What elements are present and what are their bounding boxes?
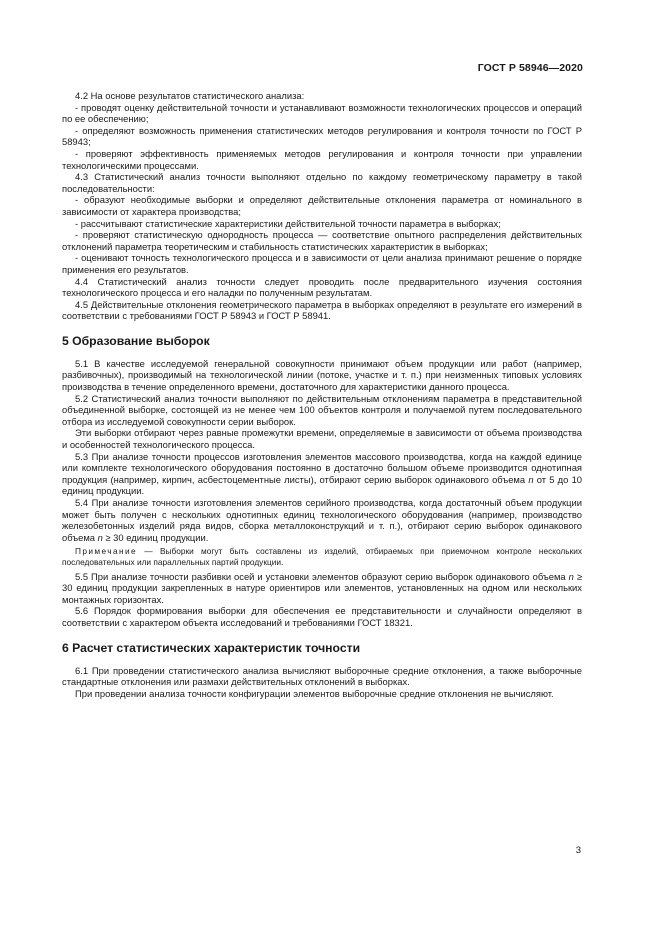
paragraph-4-3: 4.3 Статистический анализ точности выполняют отдельно по каждому геометрическому параметру в такой последовательности: [62, 171, 582, 194]
list-item: - оценивают точность технологического процесса и в зависимости от цели анализа принимают решение о порядке применения его результатов. [62, 252, 582, 275]
paragraph-5-2: 5.2 Статистический анализ точности выполняют по действительным отклонениям параметра в представительной объединенной выборке, состоящей из не менее чем 100 объектов контроля и получаемой путем последовательного отбора из исследуемой совокупности серии выборок. [62, 392, 582, 427]
paragraph-5-3 [62, 451, 582, 497]
paragraph-4-4: 4.4 Статистический анализ точности следует проводить после предварительного изучения состояния технологического процесса и его наладки по полученным результатам. [62, 275, 582, 299]
note-text: — Выборки могут быть составлены из изделий, отбираемых при приемочном контроле нескольких последовательных или параллельных партий продукции. [62, 546, 582, 567]
paragraph-text: 5.5 При анализе точности разбивки осей и установки элементов образуют серию выборок одинакового объема [75, 570, 569, 582]
variable-n: n [528, 473, 534, 485]
paragraph-4-5: 4.5 Действительные отклонения геометрического параметра в выборках определяют в результате его измерений в соответствии с требованиями ГОСТ Р 58943 и ГОСТ Р 58941. [62, 298, 582, 322]
paragraph-6-1: 6.1 При проведении статистического анализа вычисляют выборочные средние отклонения, а также выборочные стандартные отклонения или размахи действительных отклонений в выборках. [62, 664, 582, 688]
paragraph-5-6: 5.6 Порядок формирования выборки для обеспечения ее представительности и случайности определяют в соответствии с характером объекта исследований и требованиями ГОСТ 18321. [62, 605, 582, 628]
section-heading-6: 6 Расчет статистических характеристик точности [62, 640, 361, 655]
list-item: - проверяют эффективность применяемых методов регулирования и контроля точности при управлении технологическими процессами. [62, 147, 582, 171]
list-item: - проводят оценку действительной точности и устанавливают возможности технологических процессов и операций по ее обеспечению; [62, 101, 582, 125]
paragraph-5-1: 5.1 В качестве исследуемой генеральной совокупности принимают объем продукции или работ (например, разбивочных), производимый на технологической линии (потоке, участке и т. п.) при неизменных типовых условиях производства в течение определенного времени, достаточного для характеристики данного процесса. [62, 357, 582, 393]
paragraph: Эти выборки отбирают через равные промежутки времени, определяемые в зависимости от объема производства и особенностей технологического процесса. [62, 427, 582, 451]
variable-n: n [97, 531, 103, 543]
paragraph: При проведении анализа точности конфигурации элементов выборочные средние отклонения не вычисляют. [75, 687, 554, 699]
standard-header: ГОСТ Р 58946—2020 [477, 62, 583, 74]
section-heading-5: 5 Образование выборок [62, 333, 210, 348]
variable-n: n [568, 570, 574, 582]
list-item: - определяют возможность применения статистических методов регулирования и контроля точности по ГОСТ Р 58943; [62, 124, 582, 148]
paragraph-text: 5.4 При анализе точности изготовления элементов серийного производства, когда достаточный объем продукции может быть получен с нескольких однотипных единиц технологического оборудования (например, производство железобетонных изделий ряда видов, сборка металлоконструкций и т. п.), отбирают серию выборок одинакового объема [62, 497, 582, 543]
note-label: Примечание [75, 546, 138, 557]
note [62, 546, 582, 567]
paragraph-5-4 [62, 497, 582, 543]
list-item: - образуют необходимые выборки и определяют действительные отклонения параметра от номинального в зависимости от характера производства; [62, 194, 582, 217]
paragraph-5-5 [62, 571, 582, 606]
page-number: 3 [575, 845, 581, 856]
list-item: - проверяют статистическую однородность процесса — соответствие опытного распределения действительных отклонений параметра теоретическим и стабильность статистических характеристик в выборках; [62, 229, 582, 252]
paragraph-text: 5.3 При анализе точности процессов изготовления элементов массового производства, когда на каждой единице или комплекте технологического оборудования постоянно в достаточно большом объеме производится однотипная продукция (например, кирпич, асбестоцементные листы), отбирают серию выборок одинакового объема [62, 450, 582, 485]
document-body [62, 90, 582, 699]
paragraph-text: ≥ 30 единиц продукции. [102, 531, 209, 543]
paragraph-4-2: 4.2 На основе результатов статистического анализа: [75, 90, 305, 101]
paragraph-text: от 5 до 10 единиц продукции. [62, 473, 583, 497]
paragraph-text: ≥ 30 единиц продукции закрепленных в натуре ориентиров или элементов, установленных на одном или нескольких монтажных горизонтах. [62, 570, 583, 605]
list-item: - рассчитывают статистические характеристики действительной точности параметра в выборках; [75, 217, 501, 229]
